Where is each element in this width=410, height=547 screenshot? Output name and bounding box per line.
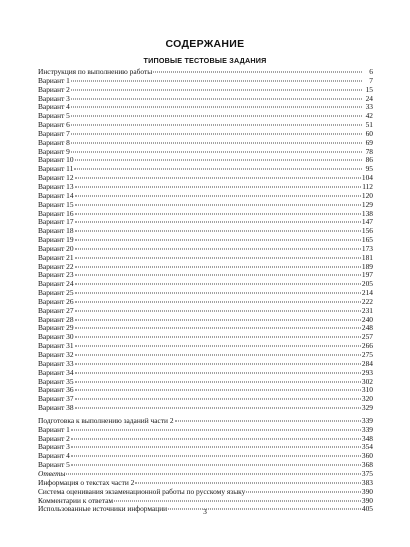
toc-entry — [38, 395, 373, 404]
toc-entry-page: 329 — [361, 403, 373, 413]
dot-leader — [71, 89, 362, 90]
toc-entry-page: 165 — [361, 235, 373, 245]
toc-entry — [38, 103, 373, 112]
toc-entry-label: Вариант 22 — [38, 261, 74, 271]
dot-leader — [71, 133, 362, 134]
table-of-contents — [38, 68, 373, 514]
toc-entry-label: Вариант 15 — [38, 199, 74, 209]
toc-entry — [38, 236, 373, 245]
toc-entry-label: Вариант 14 — [38, 190, 74, 200]
dot-leader — [71, 465, 361, 466]
dot-leader — [71, 98, 362, 99]
toc-entry-page: 310 — [361, 385, 373, 395]
toc-entry-page: 390 — [361, 486, 373, 496]
toc-entry-label: Вариант 4 — [38, 451, 70, 461]
dot-leader — [153, 72, 362, 73]
toc-entry-page: 240 — [361, 314, 373, 324]
toc-entry — [38, 443, 373, 452]
toc-entry-label: Вариант 11 — [38, 164, 74, 174]
toc-entry — [38, 289, 373, 298]
toc-entry-page: 104 — [361, 173, 373, 183]
toc-entry-page: 222 — [361, 296, 373, 306]
toc-entry — [38, 404, 373, 413]
toc-entry-page: 120 — [361, 190, 373, 200]
dot-leader — [74, 169, 362, 170]
dot-leader — [75, 275, 361, 276]
toc-entry-label: Вариант 23 — [38, 270, 74, 280]
toc-entry-label: Вариант 21 — [38, 252, 74, 262]
toc-entry-page: 138 — [361, 208, 373, 218]
toc-entry-label: Вариант 35 — [38, 376, 74, 386]
toc-entry — [38, 254, 373, 263]
toc-entry-page: 15 — [365, 84, 373, 94]
toc-entry — [38, 307, 373, 316]
dot-leader — [75, 257, 361, 258]
toc-entry-page: 6 — [369, 67, 373, 76]
toc-entry-label: Вариант 34 — [38, 367, 74, 377]
toc-entry-page: 214 — [361, 288, 373, 298]
toc-entry-page: 405 — [361, 504, 373, 514]
toc-entry — [38, 342, 373, 351]
dot-leader — [75, 328, 361, 329]
toc-entry-label: Вариант 2 — [38, 433, 70, 443]
toc-entry-label: Вариант 3 — [38, 442, 70, 452]
toc-entry-page: 293 — [361, 367, 373, 377]
toc-entry-page: 69 — [365, 137, 373, 147]
toc-entry — [38, 298, 373, 307]
toc-entry-label: Вариант 28 — [38, 314, 74, 324]
toc-entry-page: 7 — [369, 75, 373, 85]
toc-entry-page: 383 — [361, 477, 373, 487]
toc-entry-label: Вариант 13 — [38, 181, 74, 191]
toc-entry-label: Вариант 5 — [38, 111, 70, 121]
toc-entry-label: Вариант 30 — [38, 332, 74, 342]
toc-entry-label: Вариант 33 — [38, 358, 74, 368]
dot-leader — [75, 346, 361, 347]
toc-entry-page: 112 — [362, 181, 373, 191]
toc-entry — [38, 174, 373, 183]
toc-entry — [38, 461, 373, 470]
page-number: 3 — [203, 507, 207, 516]
dot-leader — [71, 151, 362, 152]
toc-entry — [38, 77, 373, 86]
toc-block-tests — [38, 68, 373, 413]
toc-entry — [38, 68, 373, 77]
toc-entry-page: 275 — [361, 350, 373, 359]
dot-leader — [75, 408, 361, 409]
toc-entry — [38, 86, 373, 95]
toc-entry-page: 95 — [365, 164, 373, 174]
dot-leader — [75, 310, 361, 311]
dot-leader — [71, 142, 362, 143]
toc-entry-page: 181 — [361, 252, 373, 262]
toc-entry-label: Вариант 10 — [38, 155, 74, 165]
dot-leader — [71, 456, 361, 457]
dot-leader — [75, 195, 361, 196]
dot-leader — [71, 447, 361, 448]
dot-leader — [75, 390, 361, 391]
dot-leader — [75, 319, 361, 320]
dot-leader — [75, 372, 361, 373]
toc-entry — [38, 95, 373, 104]
toc-entry-label: Вариант 24 — [38, 279, 74, 289]
dot-leader — [71, 107, 362, 108]
toc-entry-page: 33 — [365, 102, 373, 112]
toc-entry-label: Вариант 17 — [38, 217, 74, 227]
dot-leader — [246, 491, 361, 492]
toc-entry-page: 197 — [361, 270, 373, 280]
dot-leader — [75, 381, 361, 382]
toc-entry — [38, 426, 373, 435]
toc-entry — [38, 112, 373, 121]
toc-entry-page: 248 — [361, 323, 373, 333]
dot-leader — [71, 116, 362, 117]
dot-leader — [75, 399, 361, 400]
toc-entry-label: Вариант 38 — [38, 403, 74, 413]
dot-leader — [75, 284, 361, 285]
dot-leader — [175, 420, 361, 421]
dot-leader — [75, 266, 361, 267]
toc-entry — [38, 156, 373, 165]
toc-entry-page: 339 — [361, 415, 373, 425]
dot-leader — [75, 337, 361, 338]
toc-entry — [38, 280, 373, 289]
toc-entry-label: Вариант 1 — [38, 424, 70, 434]
toc-entry-label: Вариант 31 — [38, 341, 74, 351]
dot-leader — [135, 482, 361, 483]
toc-entry-page: 205 — [361, 279, 373, 289]
dot-leader — [75, 213, 361, 214]
toc-entry-page: 156 — [361, 226, 373, 236]
dot-leader — [75, 222, 361, 223]
toc-entry-label: Информация о текстах части 2 — [38, 477, 135, 487]
dot-leader — [75, 231, 361, 232]
dot-leader — [71, 429, 361, 430]
toc-entry-page: 86 — [365, 155, 373, 165]
toc-entry — [38, 351, 373, 360]
toc-entry-page: 231 — [361, 305, 373, 315]
dot-leader — [71, 80, 362, 81]
toc-entry-page: 257 — [361, 332, 373, 342]
dot-leader — [75, 355, 361, 356]
toc-entry-label: Вариант 20 — [38, 243, 74, 253]
toc-entry — [38, 210, 373, 219]
toc-entry-page: 51 — [365, 120, 373, 130]
section-title: ТИПОВЫЕ ТЕСТОВЫЕ ЗАДАНИЯ — [143, 56, 267, 65]
toc-entry — [38, 121, 373, 130]
toc-entry-label: Вариант 36 — [38, 385, 74, 395]
toc-entry-label: Вариант 18 — [38, 226, 74, 236]
toc-entry-label: Вариант 16 — [38, 208, 74, 218]
toc-entry-page: 147 — [361, 217, 373, 227]
toc-entry — [38, 369, 373, 378]
toc-entry-label: Вариант 2 — [38, 84, 70, 94]
toc-entry-label: Вариант 25 — [38, 288, 74, 298]
toc-entry-label: Вариант 3 — [38, 93, 70, 103]
dot-leader — [75, 363, 361, 364]
toc-entry-page: 368 — [361, 460, 373, 470]
toc-entry-page: 320 — [361, 394, 373, 404]
toc-entry-page: 360 — [361, 451, 373, 461]
toc-entry — [38, 227, 373, 236]
toc-entry — [38, 218, 373, 227]
toc-entry — [38, 360, 373, 369]
toc-entry — [38, 139, 373, 148]
page-title: СОДЕРЖАНИЕ — [165, 38, 245, 50]
toc-entry — [38, 271, 373, 280]
dot-leader — [75, 160, 362, 161]
toc-entry — [38, 245, 373, 254]
dot-leader — [114, 500, 361, 501]
dot-leader — [71, 125, 362, 126]
toc-entry-page: 348 — [361, 433, 373, 443]
toc-entry-label: Комментарии к ответам — [38, 495, 114, 505]
toc-entry — [38, 435, 373, 444]
toc-entry — [38, 165, 373, 174]
toc-entry-label: Инструкция по выполнению работы — [38, 67, 153, 76]
toc-entry-page: 60 — [365, 128, 373, 138]
toc-entry-label: Вариант 8 — [38, 137, 70, 147]
dot-leader — [66, 473, 360, 474]
toc-block-part2 — [38, 417, 373, 514]
toc-entry-label: Вариант 6 — [38, 120, 70, 130]
toc-entry-label: Ответы — [38, 468, 66, 478]
toc-entry-label: Вариант 9 — [38, 146, 70, 156]
dot-leader — [75, 240, 361, 241]
toc-entry-page: 24 — [365, 93, 373, 103]
toc-entry — [38, 386, 373, 395]
toc-entry-page: 189 — [361, 261, 373, 271]
toc-entry — [38, 201, 373, 210]
toc-entry-label: Система оценивания экзаменационной работы по русскому языку — [38, 486, 246, 496]
toc-entry-page: 302 — [361, 376, 373, 386]
toc-entry-label: Вариант 4 — [38, 102, 70, 112]
toc-entry-page: 129 — [361, 199, 373, 209]
toc-entry — [38, 417, 373, 426]
toc-entry-page: 42 — [365, 111, 373, 121]
toc-entry-label: Вариант 19 — [38, 235, 74, 245]
toc-entry — [38, 263, 373, 272]
toc-entry-page: 390 — [361, 495, 373, 505]
toc-entry — [38, 192, 373, 201]
toc-entry-page: 266 — [361, 341, 373, 351]
dot-leader — [75, 204, 361, 205]
toc-entry-page: 375 — [361, 468, 373, 478]
toc-entry-label: Вариант 5 — [38, 460, 70, 470]
dot-leader — [75, 186, 362, 187]
toc-entry-label: Вариант 26 — [38, 296, 74, 306]
toc-entry — [38, 333, 373, 342]
dot-leader — [75, 248, 361, 249]
toc-entry-page: 78 — [365, 146, 373, 156]
toc-entry — [38, 148, 373, 157]
toc-entry — [38, 316, 373, 325]
toc-entry-label: Вариант 1 — [38, 75, 70, 85]
toc-entry-label: Вариант 7 — [38, 128, 70, 138]
toc-entry-page: 354 — [361, 442, 373, 452]
toc-entry-label: Использованные источники информации — [38, 504, 168, 514]
toc-entry — [38, 183, 373, 192]
toc-entry — [38, 378, 373, 387]
toc-entry-label: Вариант 32 — [38, 350, 74, 359]
toc-entry-label: Вариант 37 — [38, 394, 74, 404]
dot-leader — [71, 438, 361, 439]
dot-leader — [75, 301, 361, 302]
toc-entry-page: 339 — [361, 424, 373, 434]
toc-entry-label: Вариант 29 — [38, 323, 74, 333]
dot-leader — [75, 293, 361, 294]
toc-entry-page: 284 — [361, 358, 373, 368]
toc-entry-label: Подготовка к выполнению заданий части 2 — [38, 415, 174, 425]
dot-leader — [75, 178, 361, 179]
toc-entry-page: 173 — [361, 243, 373, 253]
toc-entry — [38, 130, 373, 139]
toc-entry-label: Вариант 27 — [38, 305, 74, 315]
toc-entry — [38, 452, 373, 461]
toc-entry — [38, 324, 373, 333]
toc-entry-label: Вариант 12 — [38, 173, 74, 183]
